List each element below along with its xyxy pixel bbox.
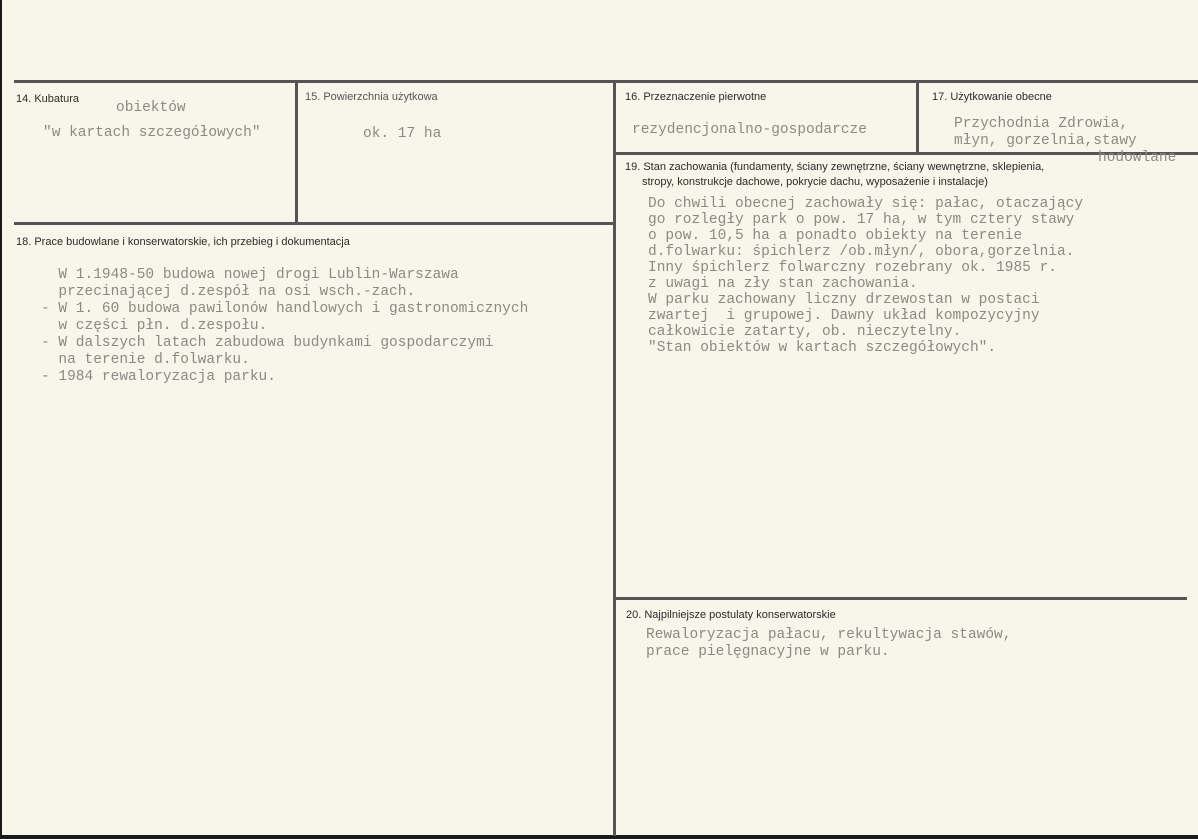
field-19-label-line-1: 19. Stan zachowania (fundamenty, ściany zewnętrzne, ściany wewnętrzne, sklepienia, [625, 161, 1045, 173]
scan-edge-left [0, 0, 2, 839]
field-16-value: rezydencjonalno-gospodarcze [632, 122, 867, 138]
field-19-line: W parku zachowany liczny drzewostan w postaci [648, 292, 1040, 308]
top-rule [14, 80, 1198, 83]
field-18-line: W 1.1948-50 budowa nowej drogi Lublin-Warszawa [41, 267, 459, 283]
field-19-line: zwartej i grupowej. Dawny układ kompozycyjny [648, 308, 1040, 324]
field-19-line: go rozległy park o pow. 17 ha, w tym cztery stawy [648, 212, 1075, 228]
field-14-label: 14. Kubatura [16, 93, 79, 105]
divider-14-15 [295, 80, 298, 224]
field-19-line: "Stan obiektów w kartach szczegółowych". [648, 340, 997, 356]
field-19-line: całkowicie zatarty, ob. nieczytelny. [648, 324, 962, 340]
field-15-value: ok. 17 ha [363, 126, 442, 142]
field-19-line: d.folwarku: śpichlerz /ob.młyn/, obora,gorzelnia. [648, 244, 1075, 260]
field-17-value-line-3: hodowlane [1098, 150, 1177, 166]
field-14-value-line-1: obiektów [116, 100, 186, 116]
field-18-line: na terenie d.folwarku. [41, 352, 250, 368]
field-15-label: 15. Powierzchnia użytkowa [305, 91, 438, 103]
field-18-label: 18. Prace budowlane i konserwatorskie, ich przebieg i dokumentacja [16, 236, 350, 248]
field-17-value-line-2: młyn, gorzelnia,stawy [954, 133, 1137, 149]
divider-16-17 [916, 80, 919, 154]
field-19-line: Do chwili obecnej zachowały się: pałac, otaczający [648, 196, 1084, 212]
field-17-label: 17. Użytkowanie obecne [932, 91, 1052, 103]
field-20-label: 20. Najpilniejsze postulaty konserwatorskie [626, 609, 836, 621]
divider-15-16 [613, 80, 616, 836]
field-18-line: - W dalszych latach zabudowa budynkami gospodarczymi [41, 335, 494, 351]
field-19-line: z uwagi na zły stan zachowania. [648, 276, 918, 292]
section20-top-rule [615, 597, 1187, 600]
field-16-label: 16. Przeznaczenie pierwotne [625, 91, 767, 103]
field-18-line: przecinającej d.zespół na osi wsch.-zach. [41, 284, 416, 300]
field-17-value-line-1: Przychodnia Zdrowia, [954, 116, 1129, 132]
field-18-line: - 1984 rewaloryzacja parku. [41, 369, 276, 385]
field-19-label-line-2: stropy, konstrukcje dachowe, pokrycie dachu, wyposażenie i instalacje) [642, 176, 988, 188]
scan-edge-bottom [0, 835, 1198, 839]
field-20-line-2: prace pielęgnacyjne w parku. [646, 644, 890, 660]
field-19-line: o pow. 10,5 ha a ponadto obiekty na terenie [648, 228, 1023, 244]
field-18-line: - W 1. 60 budowa pawilonów handlowych i gastronomicznych [41, 301, 529, 317]
row1-bottom-rule-left [14, 222, 615, 225]
field-18-line: w części płn. d.zespołu. [41, 318, 268, 334]
field-14-value-line-2: "w kartach szczegółowych" [43, 125, 261, 141]
field-20-line-1: Rewaloryzacja pałacu, rekultywacja stawów, [646, 627, 1012, 643]
field-19-line: Inny śpichlerz folwarczny rozebrany ok. 1985 r. [648, 260, 1057, 276]
